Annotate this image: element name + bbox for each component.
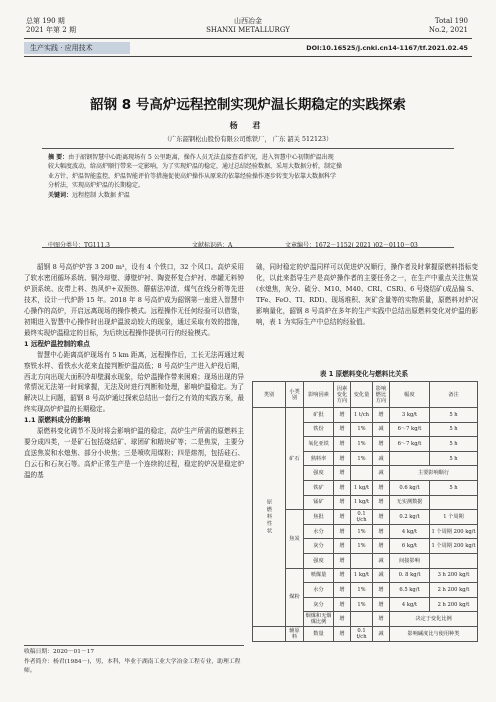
- change-cell: 0.1 t/ch: [351, 626, 373, 641]
- direction-cell: 增: [334, 495, 351, 510]
- change-cell: 1 t/ch: [351, 408, 373, 423]
- affiliation: （广东韶钢松山股份有限公司炼铁厂， 广东 韶关 512123）: [163, 136, 333, 143]
- remark-cell: 决定于变化比例: [390, 612, 478, 627]
- direction-cell: 增: [334, 539, 351, 554]
- change-cell: 1%: [351, 422, 373, 437]
- page-title: 韶钢 8 号高炉远程控制实现炉温长期稳定的实践探索: [90, 97, 406, 113]
- remark-cell: 影响碱度比与使用种类: [390, 626, 478, 641]
- abstract-line: 业方针、炉温智能监控，炉温智能评价等措施促使高炉操作从原来的依靠经验操作逐步转变为依靠大数据科学: [48, 172, 337, 180]
- direction-cell: 增: [334, 408, 351, 423]
- journal-name-en: SHANXI METALLURGY: [206, 26, 290, 34]
- footnote: [24, 645, 244, 677]
- direction-cell: 增: [334, 626, 351, 641]
- received-date: 收稿日期：2020－01－17: [24, 649, 95, 655]
- amount-cell: 6～7 kg/t: [390, 422, 430, 437]
- amount-cell: 0.2 kg/t: [390, 510, 430, 525]
- effect-cell: 减: [373, 568, 390, 583]
- subcategory-cell: 辅原料: [286, 626, 304, 641]
- effect-cell: 增: [373, 583, 390, 598]
- col-header: 因素变化方向: [334, 382, 351, 408]
- header-right: [429, 17, 468, 35]
- table-row: [253, 568, 478, 583]
- note-cell: 5 h: [430, 408, 478, 423]
- document-code: 文献标识码：A: [192, 242, 233, 249]
- effect-cell: 增: [373, 495, 390, 510]
- direction-cell: 增: [334, 422, 351, 437]
- paragraph: 韶钢 8 号高炉炉容 3 200 m³，设有 4 个铁口，32 个风口。高炉采用了软水密闭循环系统、铜冷却壁、薄壁炉衬、陶瓷杯复合炉衬、串罐无料钟炉顶系统、皮带上料、热风炉+双预热、蘑菇法冲渣、煤气在线分析等先进技术，设计一代炉龄 15 年。2018 年 8 号高炉成为韶钢第一座进入智慧中心操作的高炉，开启远离现场的操作模式。远程操作无任何经验可以借鉴，初期进入智慧中心操作时出现炉温波动较大的现象，通过采取有效的措施，最终实现炉温稳定的目标，为后续远程操作提供可行的经验模式。: [24, 263, 244, 337]
- effect-cell: 增: [373, 480, 390, 495]
- factor-cell: 强度: [304, 466, 334, 481]
- left-column: [24, 262, 244, 481]
- amount-cell: [390, 451, 430, 466]
- col-header: 备注: [430, 382, 478, 408]
- effect-cell: 增: [373, 510, 390, 525]
- amount-cell: 6.5 kg/t: [390, 583, 430, 598]
- direction-cell: 增: [334, 568, 351, 583]
- col-header: 类别: [253, 382, 286, 408]
- change-cell: 1%: [351, 583, 373, 598]
- keywords-label: 关键词：: [48, 191, 73, 199]
- journal-issue-en: No.2, 2021: [428, 26, 468, 34]
- effect-cell: 增: [373, 597, 390, 612]
- journal-issue-cn: 2021 年第 2 期: [26, 26, 76, 34]
- category-badge: 生产实践 · 应用技术: [24, 42, 130, 54]
- amount-cell: 间接影响: [390, 553, 430, 568]
- abstract-box: [42, 148, 454, 248]
- direction-cell: 增: [334, 480, 351, 495]
- effect-cell: 增: [373, 437, 390, 452]
- amount-cell: 6～7 kg/t: [390, 437, 430, 452]
- abstract-line: 分析法，实现高炉炉温的长期稳定。: [48, 182, 145, 190]
- direction-cell: 增: [334, 583, 351, 598]
- direction-cell: 增: [334, 451, 351, 466]
- subcategory-cell: 煤粉: [286, 568, 304, 626]
- table-body: [253, 408, 478, 642]
- journal-total-cn: 总第 190 期: [26, 17, 65, 25]
- amount-cell: 6 kg/t: [390, 539, 430, 554]
- note-cell: 5 h: [430, 422, 478, 437]
- subcategory-cell: 矿石: [286, 408, 304, 510]
- section-heading: 1 远程炉温控制的难点: [24, 339, 90, 348]
- table-row: [253, 626, 478, 641]
- header-center: [0, 17, 496, 35]
- amount-cell: 4 kg/t: [390, 597, 430, 612]
- article-number: 文章编号：1672－1152( 2021 )02－0110－03: [285, 242, 418, 249]
- journal-total-en: Total 190: [434, 17, 468, 25]
- change-cell: [351, 553, 373, 568]
- paragraph: 础，同时稳定的炉温同样可以促进炉况顺行，操作者及时掌握原燃料指标变化，以此来指导生产是高炉操作者的主要任务之一，在生产中重点关注焦炭(水熄焦，灰分、硫分、M10、M40、CRI、CSR)、6 号烧结矿(成品偏 S、TFe、FeO、TI、RDI)、现场堆积、灰矿含量等的实物质量，原燃料对炉况影响量化，韶钢 8 号高炉在多年的生产实践中总结出原燃料变化对炉温的影响，表 1 为实际生产中总结的经验值。: [256, 263, 478, 326]
- effect-cell: 增: [373, 612, 390, 627]
- keywords: 关键词：远程控制 大数据 炉温: [48, 191, 130, 199]
- effect-cell: 减: [373, 466, 390, 481]
- paragraph: 智慧中心距离高炉现场有 5 km 距离，远程操作后，工长无法再通过观察铁水样、看铁水火花来直接判断炉温高低；8 号高炉生产进入炉役后期，西北方向出现大面积冷却壁漏水现象，给炉温操作带来困难；现场出现的异常情况无法第一时间掌握，无法及时进行判断和处理，影响炉温稳定。为了解决以上问题，韶钢 8 号高炉通过探索总结出一套行之有效的实践方案，最终实现高炉炉温的长期稳定。: [24, 350, 244, 414]
- author-bio: 作者简介：杨君(1984－)，男，本科，毕业于湖南工业大学冶金工程专业，助理工程师。: [24, 658, 241, 674]
- change-cell: 1%: [351, 437, 373, 452]
- clc-number: 中图分类号：TG111.3: [48, 242, 110, 249]
- abstract-line: 较大幅度波动，给高炉顺行带来一定影响，为了实现炉温的稳定，通过总结经验数据、采用大数据分析，制定操: [48, 163, 343, 171]
- factor-cell: 熟料率: [304, 451, 334, 466]
- direction-cell: 增: [334, 437, 351, 452]
- doi-rule: [24, 56, 472, 57]
- amount-cell: 0. 8 kg/t: [390, 568, 430, 583]
- table-row: [253, 408, 478, 423]
- journal-name-cn: 山西冶金: [234, 17, 262, 25]
- note-cell: 5 h: [430, 437, 478, 452]
- table-caption: 表 1 原燃料变化与燃料比关系: [319, 370, 409, 378]
- right-column: [256, 262, 478, 328]
- factor-cell: 喷煤量: [304, 568, 334, 583]
- factor-cell: 铁份: [304, 422, 334, 437]
- table-header-row: [253, 382, 478, 408]
- fuel-table: [252, 381, 478, 642]
- change-cell: 1%: [351, 524, 373, 539]
- change-cell: [351, 466, 373, 481]
- change-cell: 1%: [351, 597, 373, 612]
- note-cell: 1 个周期 200 kg/t: [430, 539, 478, 554]
- change-cell: 1 kg/t: [351, 480, 373, 495]
- effect-cell: 增: [373, 539, 390, 554]
- factor-cell: 铁矿: [304, 480, 334, 495]
- header-rule: [24, 38, 472, 39]
- effect-cell: 减: [373, 422, 390, 437]
- note-cell: 5 h: [430, 451, 478, 466]
- direction-cell: 增: [334, 597, 351, 612]
- factor-cell: 灰分: [304, 539, 334, 554]
- note-cell: [430, 495, 478, 510]
- change-cell: [351, 612, 373, 627]
- direction-cell: 增: [334, 524, 351, 539]
- factor-cell: 水分: [304, 524, 334, 539]
- factor-cell: 烟煤和无烟煤比例: [304, 612, 334, 627]
- abstract-line: 摘 要：由于韶钢智慧中心距离现场有 5 公里距离，操作人员无法直接查看炉况，进入智慧中心初期炉温出现: [48, 154, 334, 161]
- effect-cell: 增: [373, 524, 390, 539]
- paragraph: 原燃料变化调节不及时将会影响炉温的稳定，高炉生产所需的原燃料主要分成四类，一是矿石包括烧结矿、球团矿和精块矿等；二是焦炭，主要分直送焦炭和水熄焦、部分小块焦；三是喷吹用煤粉；四是熔剂，包括硅石、白云石和石灰石等。高炉正常生产是一个连续的过程，稳定的炉况是稳定炉温的基: [24, 427, 244, 480]
- note-cell: 1 个周期: [430, 510, 478, 525]
- category-cell: 原燃料性状: [253, 408, 286, 627]
- col-header: 影响因素: [304, 382, 334, 408]
- subcategory-cell: 焦炭: [286, 510, 304, 568]
- change-cell: 1 kg/t: [351, 495, 373, 510]
- factor-cell: 数量: [304, 626, 334, 641]
- subsection-heading: 1.1 原燃料成分的影响: [24, 416, 91, 425]
- change-cell: 1 kg/t: [351, 568, 373, 583]
- factor-cell: 水分: [304, 583, 334, 598]
- note-cell: 5 h: [430, 480, 478, 495]
- effect-cell: 减: [373, 626, 390, 641]
- effect-cell: 减: [373, 451, 390, 466]
- category-cell: [253, 626, 286, 641]
- note-cell: [430, 553, 478, 568]
- note-cell: 3 h 200 kg/t: [430, 568, 478, 583]
- note-cell: 2 h 200 kg/t: [430, 583, 478, 598]
- note-cell: 1 个周期 200 kg/t: [430, 524, 478, 539]
- doi[interactable]: DOI:10.16525/j.cnki.cn14-1167/tf.2021.02.45: [306, 44, 468, 52]
- remark-cell: 主要影响顺行: [390, 466, 478, 481]
- factor-cell: 灰分: [304, 597, 334, 612]
- effect-cell: 减: [373, 553, 390, 568]
- change-cell: 0.1 t/ch: [351, 510, 373, 525]
- factor-cell: 氧化亚铁: [304, 437, 334, 452]
- direction-cell: 增: [334, 510, 351, 525]
- factor-cell: 强度: [304, 553, 334, 568]
- author: 杨 君: [229, 120, 267, 130]
- table-row: [253, 510, 478, 525]
- col-header: 变化量: [351, 382, 373, 408]
- amount-cell: 4 kg/t: [390, 524, 430, 539]
- amount-cell: 3 kg/t: [390, 408, 430, 423]
- change-cell: 1%: [351, 539, 373, 554]
- col-header: 影响燃比方向: [373, 382, 390, 408]
- factor-cell: 焦批: [304, 510, 334, 525]
- amount-cell: 0.6 kg/t: [390, 480, 430, 495]
- direction-cell: 增: [334, 553, 351, 568]
- factor-cell: 矿批: [304, 408, 334, 423]
- col-header: 小类别: [286, 382, 304, 408]
- effect-cell: 增: [373, 408, 390, 423]
- col-header: 幅度: [390, 382, 430, 408]
- factor-cell: 锰矿: [304, 495, 334, 510]
- change-cell: 1%: [351, 451, 373, 466]
- direction-cell: 增: [334, 612, 351, 627]
- abstract-label: 摘 要：: [48, 154, 69, 161]
- amount-cell: 无实测数据: [390, 495, 430, 510]
- note-cell: 2 h 200 kg/t: [430, 597, 478, 612]
- direction-cell: 增: [334, 466, 351, 481]
